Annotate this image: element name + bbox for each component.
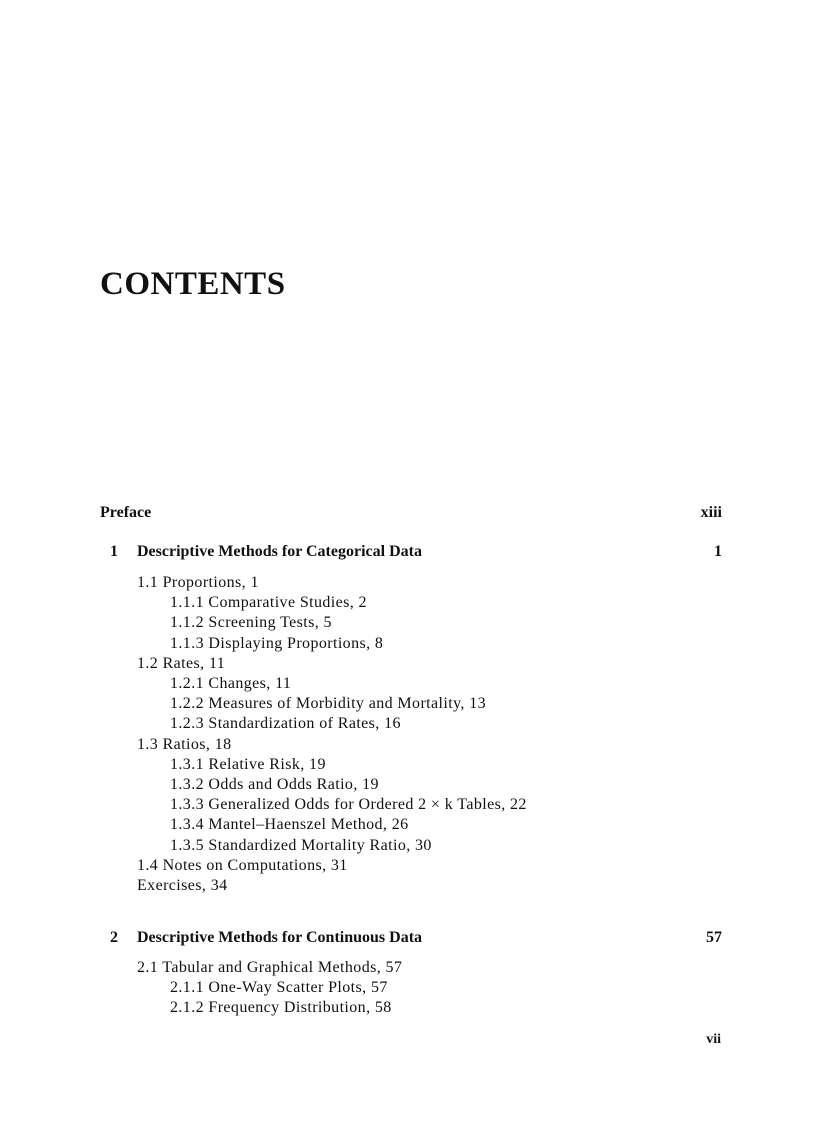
toc-entry: 1.3.5 Standardized Mortality Ratio, 30 <box>170 836 432 854</box>
toc-entry: 1.3.2 Odds and Odds Ratio, 19 <box>170 776 379 794</box>
toc-entry: 1.3.3 Generalized Odds for Ordered 2 × k Tables, 22 <box>170 796 527 814</box>
toc-entry: 1.2.1 Changes, 11 <box>170 675 292 693</box>
chapter-2-entries <box>137 958 402 1019</box>
toc-entry: 1.1 Proportions, 1 <box>137 574 259 591</box>
chapter-page: 57 <box>706 929 722 946</box>
chapter-title: Descriptive Methods for Categorical Data <box>137 543 422 560</box>
page-title: CONTENTS <box>100 266 286 302</box>
toc-entry: 1.4 Notes on Computations, 31 <box>137 856 348 874</box>
chapter-1-entries <box>137 573 527 896</box>
chapter-number: 2 <box>110 929 118 946</box>
chapter-page: 1 <box>714 543 722 560</box>
preface-label: Preface <box>100 504 152 521</box>
toc-entry: 1.2.2 Measures of Morbidity and Mortality, 13 <box>170 695 487 713</box>
toc-entry: Exercises, 34 <box>137 877 228 895</box>
chapter-title: Descriptive Methods for Continuous Data <box>137 929 423 946</box>
toc-entry: 1.3 Ratios, 18 <box>137 735 232 753</box>
toc-entry: 2.1.2 Frequency Distribution, 58 <box>170 999 392 1017</box>
toc-entry: 1.1.1 Comparative Studies, 2 <box>170 594 367 612</box>
toc-entry: 1.2 Rates, 11 <box>137 654 226 672</box>
toc-preface <box>100 504 722 522</box>
toc-entry: 1.3.1 Relative Risk, 19 <box>170 755 326 773</box>
chapter-number: 1 <box>110 543 118 560</box>
page-number: vii <box>706 1032 721 1047</box>
toc-entry: 1.3.4 Mantel–Haenszel Method, 26 <box>170 816 409 834</box>
toc-entry: 1.1.2 Screening Tests, 5 <box>170 614 332 632</box>
toc-entry: 1.2.3 Standardization of Rates, 16 <box>170 715 401 733</box>
toc-entry: 2.1 Tabular and Graphical Methods, 57 <box>137 959 403 976</box>
toc-entry: 2.1.1 One-Way Scatter Plots, 57 <box>170 979 388 997</box>
preface-page: xiii <box>700 504 722 521</box>
toc-entry: 1.1.3 Displaying Proportions, 8 <box>170 634 384 652</box>
